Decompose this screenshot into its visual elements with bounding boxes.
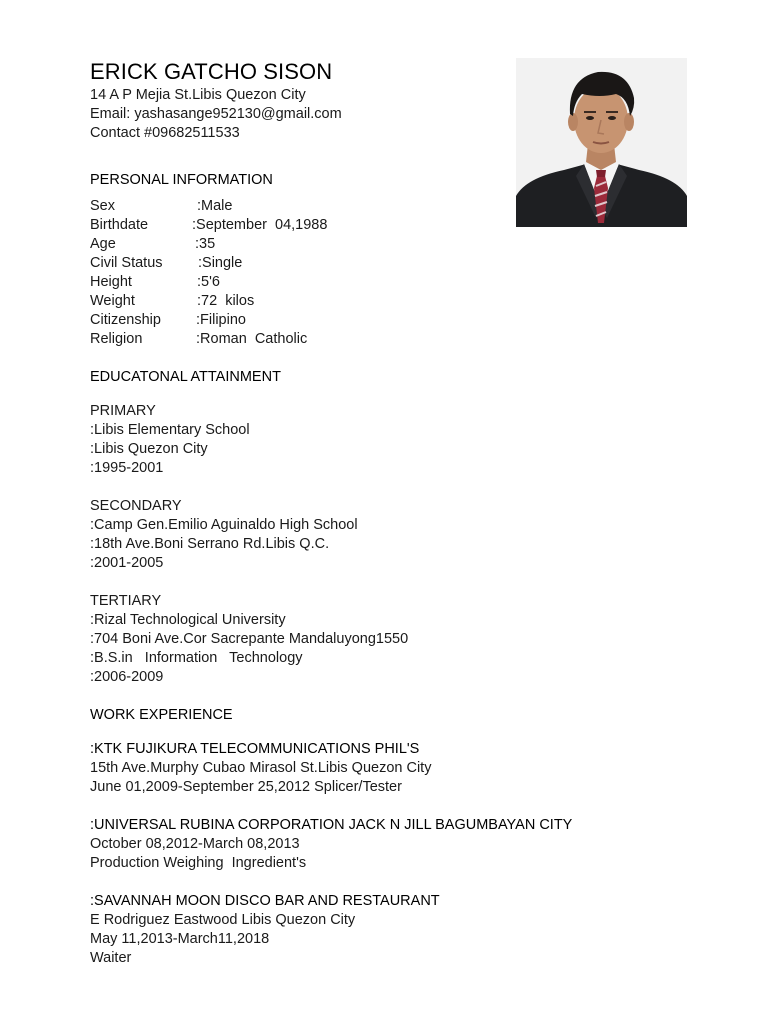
info-value: :Roman Catholic xyxy=(196,331,308,347)
email-line: Email: yashasange952130@gmail.com xyxy=(90,106,342,122)
work-heading: WORK EXPERIENCE xyxy=(90,707,233,723)
info-label: Citizenship xyxy=(90,312,161,328)
education-heading: EDUCATONAL ATTAINMENT xyxy=(90,369,281,385)
info-value: :September 04,1988 xyxy=(192,217,328,233)
tertiary-level: TERTIARY xyxy=(90,593,162,609)
job-detail: October 08,2012-March 08,2013 xyxy=(90,836,300,852)
info-value: :5'6 xyxy=(197,274,220,290)
tertiary-years: :2006-2009 xyxy=(90,669,164,685)
job-detail: June 01,2009-September 25,2012 Splicer/Tester xyxy=(90,779,402,795)
info-label: Birthdate xyxy=(90,217,149,233)
primary-level: PRIMARY xyxy=(90,403,156,419)
job-detail: May 11,2013-March11,2018 xyxy=(90,931,270,947)
personal-info-heading: PERSONAL INFORMATION xyxy=(90,172,273,188)
job-company: :UNIVERSAL RUBINA CORPORATION JACK N JILL BAGUMBAYAN CITY xyxy=(90,817,573,833)
primary-school: :Libis Elementary School xyxy=(90,422,250,438)
tertiary-school: :Rizal Technological University xyxy=(90,612,286,628)
info-value: :Filipino xyxy=(196,312,246,328)
info-label: Religion xyxy=(90,331,143,347)
secondary-school: :Camp Gen.Emilio Aguinaldo High School xyxy=(90,517,358,533)
job-detail: Waiter xyxy=(90,950,132,966)
primary-years: :1995-2001 xyxy=(90,460,164,476)
info-value: :Single xyxy=(198,255,243,271)
info-label: Height xyxy=(90,274,132,290)
primary-location: :Libis Quezon City xyxy=(90,441,208,457)
job-detail: 15th Ave.Murphy Cubao Mirasol St.Libis Quezon City xyxy=(90,760,432,776)
address-line: 14 A P Mejia St.Libis Quezon City xyxy=(90,87,306,103)
info-value: :35 xyxy=(195,236,216,252)
contact-line: Contact #09682511533 xyxy=(90,125,240,141)
info-label: Civil Status xyxy=(90,255,163,271)
job-company: :KTK FUJIKURA TELECOMMUNICATIONS PHIL'S xyxy=(90,741,420,757)
info-label: Weight xyxy=(90,293,135,309)
secondary-level: SECONDARY xyxy=(90,498,182,514)
secondary-location: :18th Ave.Boni Serrano Rd.Libis Q.C. xyxy=(90,536,330,552)
job-company: :SAVANNAH MOON DISCO BAR AND RESTAURANT xyxy=(90,893,440,909)
applicant-name: ERICK GATCHO SISON xyxy=(90,59,333,84)
info-value: :72 kilos xyxy=(197,293,255,309)
job-detail: Production Weighing Ingredient's xyxy=(90,855,307,871)
info-label: Sex xyxy=(90,198,115,214)
applicant-photo xyxy=(516,58,687,227)
tertiary-location: :704 Boni Ave.Cor Sacrepante Mandaluyong1550 xyxy=(90,631,409,647)
job-detail: E Rodriguez Eastwood Libis Quezon City xyxy=(90,912,356,928)
info-value: :Male xyxy=(197,198,233,214)
info-label: Age xyxy=(90,236,116,252)
secondary-years: :2001-2005 xyxy=(90,555,164,571)
tertiary-degree: :B.S.in Information Technology xyxy=(90,650,303,666)
